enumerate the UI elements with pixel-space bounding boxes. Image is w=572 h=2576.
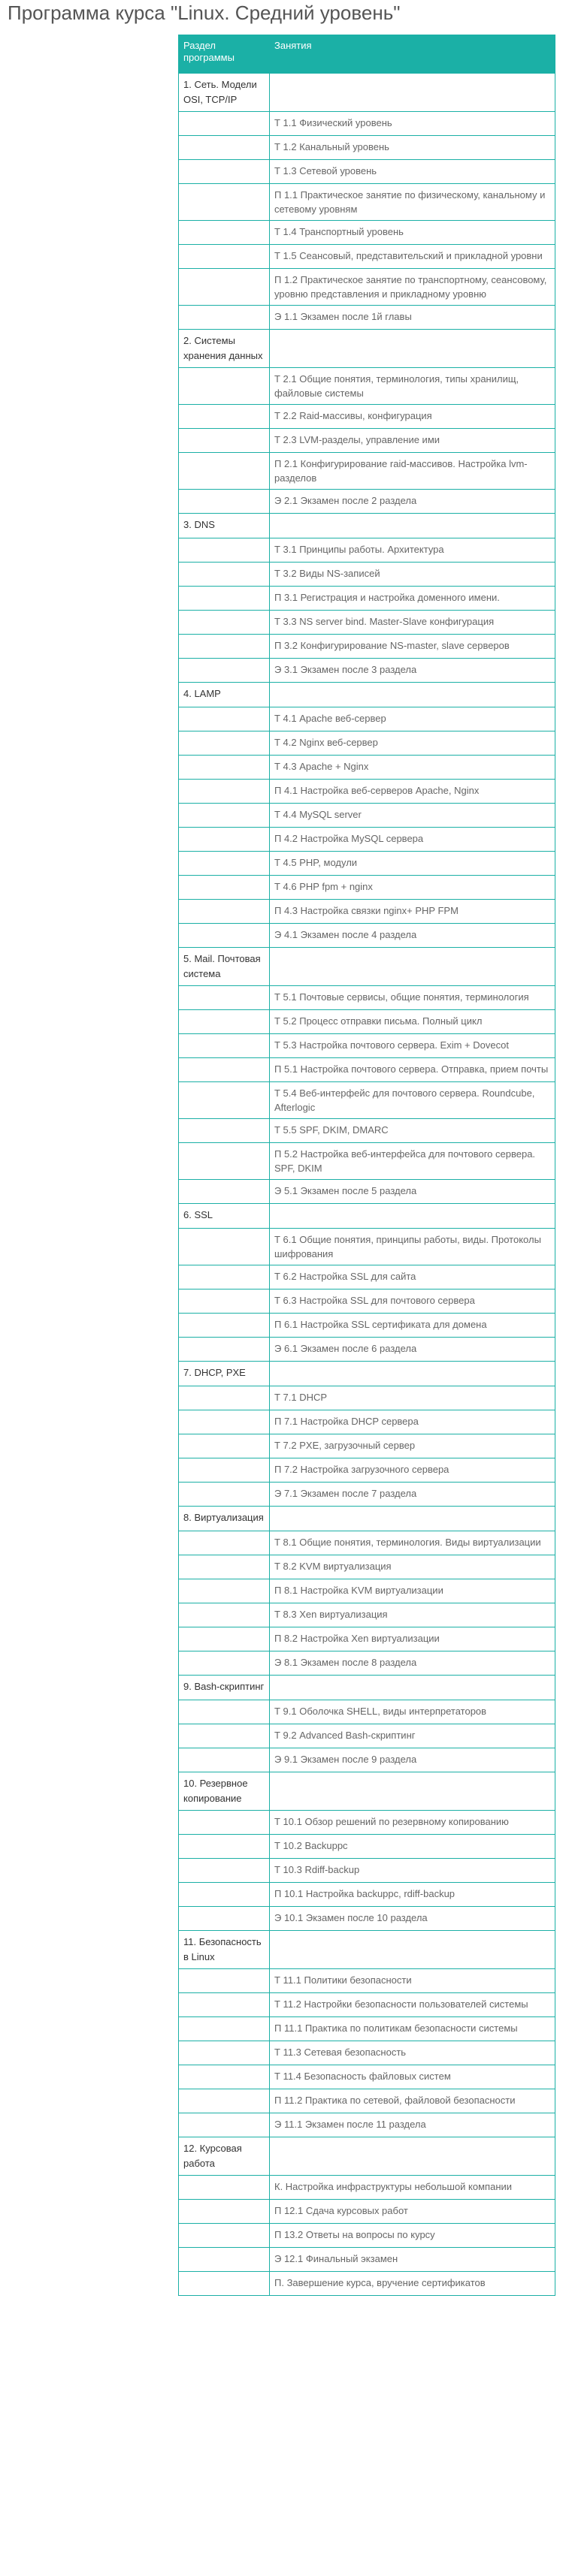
lesson-row bbox=[179, 1835, 555, 1859]
section-row bbox=[179, 948, 555, 986]
lesson-section-cell bbox=[179, 1555, 270, 1579]
lesson-row bbox=[179, 2089, 555, 2113]
lesson-section-cell bbox=[179, 1724, 270, 1748]
lesson-row bbox=[179, 1082, 555, 1119]
lesson-section-cell bbox=[179, 852, 270, 876]
lesson-row bbox=[179, 756, 555, 780]
section-name: 7. DHCP, PXE bbox=[179, 1362, 270, 1386]
lesson-row bbox=[179, 1993, 555, 2017]
section-lessons-cell bbox=[270, 683, 555, 707]
lesson-row bbox=[179, 1483, 555, 1507]
lesson-section-cell bbox=[179, 1603, 270, 1627]
lesson-section-cell bbox=[179, 1627, 270, 1651]
lesson-row bbox=[179, 221, 555, 245]
lesson-title: Э 8.1 Экзамен после 8 раздела bbox=[270, 1651, 555, 1676]
lesson-title: Т 7.2 PXE, загрузочный сервер bbox=[270, 1434, 555, 1458]
lesson-section-cell bbox=[179, 1835, 270, 1859]
lesson-row bbox=[179, 1651, 555, 1676]
section-row bbox=[179, 683, 555, 707]
lesson-section-cell bbox=[179, 1483, 270, 1507]
section-row bbox=[179, 1931, 555, 1969]
lesson-section-cell bbox=[179, 368, 270, 405]
lesson-row bbox=[179, 900, 555, 924]
lesson-row bbox=[179, 731, 555, 756]
lesson-row bbox=[179, 112, 555, 136]
lesson-row bbox=[179, 1555, 555, 1579]
lesson-title: Т 11.3 Сетевая безопасность bbox=[270, 2041, 555, 2065]
section-row bbox=[179, 330, 555, 368]
lesson-title: Т 2.2 Raid-массивы, конфигурация bbox=[270, 405, 555, 429]
lesson-section-cell bbox=[179, 2113, 270, 2137]
lesson-row bbox=[179, 635, 555, 659]
lesson-row bbox=[179, 2041, 555, 2065]
section-lessons-cell bbox=[270, 1362, 555, 1386]
lesson-title: Э 12.1 Финальный экзамен bbox=[270, 2248, 555, 2272]
lesson-title: Т 1.5 Сеансовый, представительский и прикладной уровни bbox=[270, 245, 555, 269]
section-lessons-cell bbox=[270, 1507, 555, 1531]
lesson-section-cell bbox=[179, 429, 270, 453]
lesson-title: Т 11.4 Безопасность файловых систем bbox=[270, 2065, 555, 2089]
lesson-section-cell bbox=[179, 2017, 270, 2041]
lesson-title: Т 5.1 Почтовые сервисы, общие понятия, терминология bbox=[270, 986, 555, 1010]
section-row bbox=[179, 74, 555, 112]
lesson-row bbox=[179, 1811, 555, 1835]
lesson-section-cell bbox=[179, 1811, 270, 1835]
lesson-section-cell bbox=[179, 2089, 270, 2113]
lesson-row bbox=[179, 924, 555, 948]
section-lessons-cell bbox=[270, 2137, 555, 2176]
lesson-title: П 7.2 Настройка загрузочного сервера bbox=[270, 1458, 555, 1483]
lesson-title: Т 2.3 LVM-разделы, управление ими bbox=[270, 429, 555, 453]
section-row bbox=[179, 1772, 555, 1811]
lesson-section-cell bbox=[179, 587, 270, 611]
lesson-section-cell bbox=[179, 221, 270, 245]
lesson-row bbox=[179, 1724, 555, 1748]
lesson-section-cell bbox=[179, 184, 270, 221]
lesson-section-cell bbox=[179, 828, 270, 852]
course-program-table bbox=[178, 35, 555, 2296]
lesson-title: Т 7.1 DHCP bbox=[270, 1386, 555, 1410]
lesson-row bbox=[179, 453, 555, 490]
lesson-title: Т 9.1 Оболочка SHELL, виды интерпретаторов bbox=[270, 1700, 555, 1724]
lesson-title: Т 8.2 KVM виртуализация bbox=[270, 1555, 555, 1579]
lesson-section-cell bbox=[179, 538, 270, 563]
lesson-title: Т 4.5 PHP, модули bbox=[270, 852, 555, 876]
lesson-section-cell bbox=[179, 1969, 270, 1993]
lesson-row bbox=[179, 1338, 555, 1362]
lesson-row bbox=[179, 1579, 555, 1603]
lesson-row bbox=[179, 538, 555, 563]
lesson-row bbox=[179, 986, 555, 1010]
lesson-title: П 6.1 Настройка SSL сертификата для домена bbox=[270, 1314, 555, 1338]
lesson-row bbox=[179, 1458, 555, 1483]
lesson-row bbox=[179, 2113, 555, 2137]
lesson-section-cell bbox=[179, 1265, 270, 1290]
lesson-row bbox=[179, 1627, 555, 1651]
lesson-row bbox=[179, 2017, 555, 2041]
section-name: 10. Резервное копирование bbox=[179, 1772, 270, 1811]
section-name: 4. LAMP bbox=[179, 683, 270, 707]
section-lessons-cell bbox=[270, 1772, 555, 1811]
lesson-row bbox=[179, 1969, 555, 1993]
lesson-title: П 8.2 Настройка Xen виртуализации bbox=[270, 1627, 555, 1651]
lesson-title: П 10.1 Настройка backuppc, rdiff-backup bbox=[270, 1883, 555, 1907]
lesson-title: П 3.1 Регистрация и настройка доменного имени. bbox=[270, 587, 555, 611]
lesson-title: Т 11.1 Политики безопасности bbox=[270, 1969, 555, 1993]
lesson-row bbox=[179, 245, 555, 269]
lesson-section-cell bbox=[179, 1386, 270, 1410]
lesson-section-cell bbox=[179, 1229, 270, 1265]
lesson-section-cell bbox=[179, 306, 270, 330]
section-row bbox=[179, 2137, 555, 2176]
lesson-title: П 1.2 Практическое занятие по транспортному, сеансовому, уровню представления и прикладному уровню bbox=[270, 269, 555, 306]
section-name: 8. Виртуализация bbox=[179, 1507, 270, 1531]
lesson-section-cell bbox=[179, 1993, 270, 2017]
lesson-title: Т 8.3 Xen виртуализация bbox=[270, 1603, 555, 1627]
lesson-row bbox=[179, 368, 555, 405]
lesson-row bbox=[179, 160, 555, 184]
lesson-title: П 3.2 Конфигурирование NS-master, slave серверов bbox=[270, 635, 555, 659]
lesson-section-cell bbox=[179, 1180, 270, 1204]
lesson-row bbox=[179, 1907, 555, 1931]
lesson-row bbox=[179, 1883, 555, 1907]
lesson-row bbox=[179, 2176, 555, 2200]
lesson-section-cell bbox=[179, 611, 270, 635]
lesson-title: П 13.2 Ответы на вопросы по курсу bbox=[270, 2224, 555, 2248]
section-lessons-cell bbox=[270, 1931, 555, 1969]
lesson-section-cell bbox=[179, 986, 270, 1010]
lesson-row bbox=[179, 707, 555, 731]
header-lessons: Занятия bbox=[270, 35, 555, 74]
lesson-title: Т 10.3 Rdiff-backup bbox=[270, 1859, 555, 1883]
section-name: 2. Системы хранения данных bbox=[179, 330, 270, 368]
section-name: 3. DNS bbox=[179, 514, 270, 538]
lesson-row bbox=[179, 2272, 555, 2296]
section-name: 9. Bash-скриптинг bbox=[179, 1676, 270, 1700]
lesson-row bbox=[179, 2065, 555, 2089]
lesson-title: Т 6.3 Настройка SSL для почтового сервера bbox=[270, 1290, 555, 1314]
lesson-title: Т 1.1 Физический уровень bbox=[270, 112, 555, 136]
lesson-title: Т 2.1 Общие понятия, терминология, типы хранилищ, файловые системы bbox=[270, 368, 555, 405]
lesson-title: К. Настройка инфраструктуры небольшой компании bbox=[270, 2176, 555, 2200]
lesson-title: Т 11.2 Настройки безопасности пользователей системы bbox=[270, 1993, 555, 2017]
section-name: 6. SSL bbox=[179, 1204, 270, 1229]
lesson-title: Т 6.1 Общие понятия, принципы работы, виды. Протоколы шифрования bbox=[270, 1229, 555, 1265]
lesson-row bbox=[179, 563, 555, 587]
lesson-title: Э 6.1 Экзамен после 6 раздела bbox=[270, 1338, 555, 1362]
lesson-title: Э 3.1 Экзамен после 3 раздела bbox=[270, 659, 555, 683]
lesson-section-cell bbox=[179, 731, 270, 756]
section-name: 12. Курсовая работа bbox=[179, 2137, 270, 2176]
lesson-section-cell bbox=[179, 756, 270, 780]
lesson-section-cell bbox=[179, 2065, 270, 2089]
lesson-title: Т 4.6 PHP fpm + nginx bbox=[270, 876, 555, 900]
lesson-row bbox=[179, 611, 555, 635]
lesson-row bbox=[179, 1603, 555, 1627]
lesson-section-cell bbox=[179, 1034, 270, 1058]
lesson-section-cell bbox=[179, 1082, 270, 1119]
lesson-section-cell bbox=[179, 804, 270, 828]
lesson-row bbox=[179, 184, 555, 221]
lesson-row bbox=[179, 2248, 555, 2272]
lesson-title: Э 2.1 Экзамен после 2 раздела bbox=[270, 490, 555, 514]
section-name: 1. Сеть. Модели OSI, TCP/IP bbox=[179, 74, 270, 112]
lesson-row bbox=[179, 1410, 555, 1434]
table-body bbox=[179, 74, 555, 2296]
lesson-title: П 11.2 Практика по сетевой, файловой безопасности bbox=[270, 2089, 555, 2113]
lesson-title: Т 4.1 Apache веб-сервер bbox=[270, 707, 555, 731]
lesson-row bbox=[179, 852, 555, 876]
lesson-section-cell bbox=[179, 1700, 270, 1724]
lesson-title: Т 1.4 Транспортный уровень bbox=[270, 221, 555, 245]
lesson-row bbox=[179, 780, 555, 804]
lesson-title: Э 5.1 Экзамен после 5 раздела bbox=[270, 1180, 555, 1204]
lesson-section-cell bbox=[179, 1458, 270, 1483]
section-lessons-cell bbox=[270, 948, 555, 986]
lesson-section-cell bbox=[179, 1434, 270, 1458]
lesson-title: Т 1.2 Канальный уровень bbox=[270, 136, 555, 160]
lesson-row bbox=[179, 828, 555, 852]
lesson-title: П 12.1 Сдача курсовых работ bbox=[270, 2200, 555, 2224]
lesson-title: П 8.1 Настройка KVM виртуализации bbox=[270, 1579, 555, 1603]
lesson-section-cell bbox=[179, 1531, 270, 1555]
lesson-section-cell bbox=[179, 635, 270, 659]
lesson-row bbox=[179, 136, 555, 160]
lesson-row bbox=[179, 876, 555, 900]
lesson-row bbox=[179, 1531, 555, 1555]
lesson-title: Т 4.2 Nginx веб-сервер bbox=[270, 731, 555, 756]
lesson-title: Э 7.1 Экзамен после 7 раздела bbox=[270, 1483, 555, 1507]
lesson-title: Т 4.4 MySQL server bbox=[270, 804, 555, 828]
lesson-title: Э 11.1 Экзамен после 11 раздела bbox=[270, 2113, 555, 2137]
lesson-title: Т 5.3 Настройка почтового сервера. Exim + Dovecot bbox=[270, 1034, 555, 1058]
section-lessons-cell bbox=[270, 514, 555, 538]
lesson-section-cell bbox=[179, 780, 270, 804]
lesson-row bbox=[179, 2224, 555, 2248]
lesson-section-cell bbox=[179, 1579, 270, 1603]
header-section: Раздел программы bbox=[179, 35, 270, 74]
table-header-row bbox=[179, 35, 555, 74]
lesson-row bbox=[179, 306, 555, 330]
lesson-row bbox=[179, 1859, 555, 1883]
lesson-title: Э 1.1 Экзамен после 1й главы bbox=[270, 306, 555, 330]
lesson-title: Т 10.2 Backuppc bbox=[270, 1835, 555, 1859]
lesson-title: П. Завершение курса, вручение сертификатов bbox=[270, 2272, 555, 2296]
section-lessons-cell bbox=[270, 1676, 555, 1700]
lesson-title: Т 5.4 Веб-интерфейс для почтового сервера. Roundcube, Afterlogic bbox=[270, 1082, 555, 1119]
lesson-row bbox=[179, 804, 555, 828]
lesson-title: Т 4.3 Apache + Nginx bbox=[270, 756, 555, 780]
lesson-title: Т 6.2 Настройка SSL для сайта bbox=[270, 1265, 555, 1290]
lesson-row bbox=[179, 1265, 555, 1290]
lesson-row bbox=[179, 1058, 555, 1082]
lesson-section-cell bbox=[179, 2176, 270, 2200]
lesson-section-cell bbox=[179, 269, 270, 306]
lesson-title: П 1.1 Практическое занятие по физическому, канальному и сетевому уровням bbox=[270, 184, 555, 221]
lesson-section-cell bbox=[179, 659, 270, 683]
lesson-row bbox=[179, 1386, 555, 1410]
lesson-title: Т 3.3 NS server bind. Master-Slave конфигурация bbox=[270, 611, 555, 635]
lesson-row bbox=[179, 1180, 555, 1204]
section-row bbox=[179, 1362, 555, 1386]
lesson-row bbox=[179, 1119, 555, 1143]
lesson-section-cell bbox=[179, 2200, 270, 2224]
lesson-title: Т 5.5 SPF, DKIM, DMARC bbox=[270, 1119, 555, 1143]
lesson-section-cell bbox=[179, 136, 270, 160]
lesson-section-cell bbox=[179, 563, 270, 587]
lesson-section-cell bbox=[179, 1651, 270, 1676]
lesson-section-cell bbox=[179, 1290, 270, 1314]
section-row bbox=[179, 1676, 555, 1700]
section-name: 5. Mail. Почтовая система bbox=[179, 948, 270, 986]
section-lessons-cell bbox=[270, 1204, 555, 1229]
lesson-row bbox=[179, 1314, 555, 1338]
lesson-section-cell bbox=[179, 1058, 270, 1082]
lesson-row bbox=[179, 587, 555, 611]
lesson-section-cell bbox=[179, 1907, 270, 1931]
lesson-section-cell bbox=[179, 924, 270, 948]
lesson-section-cell bbox=[179, 876, 270, 900]
lesson-row bbox=[179, 1290, 555, 1314]
lesson-row bbox=[179, 1034, 555, 1058]
section-lessons-cell bbox=[270, 330, 555, 368]
section-row bbox=[179, 1204, 555, 1229]
lesson-section-cell bbox=[179, 160, 270, 184]
lesson-section-cell bbox=[179, 2041, 270, 2065]
lesson-title: Т 5.2 Процесс отправки письма. Полный цикл bbox=[270, 1010, 555, 1034]
section-name: 11. Безопасность в Linux bbox=[179, 1931, 270, 1969]
lesson-section-cell bbox=[179, 1859, 270, 1883]
lesson-row bbox=[179, 1748, 555, 1772]
lesson-section-cell bbox=[179, 707, 270, 731]
lesson-section-cell bbox=[179, 1010, 270, 1034]
section-row bbox=[179, 1507, 555, 1531]
lesson-row bbox=[179, 405, 555, 429]
lesson-section-cell bbox=[179, 490, 270, 514]
lesson-section-cell bbox=[179, 1119, 270, 1143]
lesson-title: Т 3.1 Принципы работы. Архитектура bbox=[270, 538, 555, 563]
lesson-title: П 5.2 Настройка веб-интерфейса для почтового сервера. SPF, DKIM bbox=[270, 1143, 555, 1180]
lesson-title: Э 10.1 Экзамен после 10 раздела bbox=[270, 1907, 555, 1931]
lesson-row bbox=[179, 659, 555, 683]
lesson-title: Т 1.3 Сетевой уровень bbox=[270, 160, 555, 184]
lesson-section-cell bbox=[179, 2248, 270, 2272]
lesson-title: П 7.1 Настройка DHCP сервера bbox=[270, 1410, 555, 1434]
lesson-title: Э 4.1 Экзамен после 4 раздела bbox=[270, 924, 555, 948]
lesson-row bbox=[179, 1434, 555, 1458]
lesson-section-cell bbox=[179, 900, 270, 924]
lesson-section-cell bbox=[179, 1338, 270, 1362]
lesson-section-cell bbox=[179, 112, 270, 136]
lesson-title: П 4.1 Настройка веб-серверов Apache, Nginx bbox=[270, 780, 555, 804]
lesson-title: П 2.1 Конфигурирование raid-массивов. Настройка lvm-разделов bbox=[270, 453, 555, 490]
lesson-row bbox=[179, 1143, 555, 1180]
lesson-section-cell bbox=[179, 1143, 270, 1180]
lesson-row bbox=[179, 269, 555, 306]
lesson-section-cell bbox=[179, 2224, 270, 2248]
lesson-title: Т 10.1 Обзор решений по резервному копированию bbox=[270, 1811, 555, 1835]
page-title: Программа курса "Linux. Средний уровень" bbox=[8, 2, 401, 24]
lesson-section-cell bbox=[179, 1748, 270, 1772]
lesson-section-cell bbox=[179, 1883, 270, 1907]
lesson-title: Э 9.1 Экзамен после 9 раздела bbox=[270, 1748, 555, 1772]
section-row bbox=[179, 514, 555, 538]
lesson-row bbox=[179, 1010, 555, 1034]
lesson-title: П 11.1 Практика по политикам безопасности системы bbox=[270, 2017, 555, 2041]
lesson-title: Т 9.2 Advanced Bash-скриптинг bbox=[270, 1724, 555, 1748]
lesson-section-cell bbox=[179, 1314, 270, 1338]
lesson-title: Т 8.1 Общие понятия, терминология. Виды виртуализации bbox=[270, 1531, 555, 1555]
lesson-title: П 5.1 Настройка почтового сервера. Отправка, прием почты bbox=[270, 1058, 555, 1082]
lesson-section-cell bbox=[179, 453, 270, 490]
lesson-row bbox=[179, 429, 555, 453]
lesson-row bbox=[179, 490, 555, 514]
lesson-row bbox=[179, 1229, 555, 1265]
lesson-section-cell bbox=[179, 1410, 270, 1434]
section-lessons-cell bbox=[270, 74, 555, 112]
lesson-row bbox=[179, 2200, 555, 2224]
lesson-section-cell bbox=[179, 405, 270, 429]
lesson-section-cell bbox=[179, 2272, 270, 2296]
lesson-section-cell bbox=[179, 245, 270, 269]
lesson-title: П 4.2 Настройка MySQL сервера bbox=[270, 828, 555, 852]
lesson-title: П 4.3 Настройка связки nginx+ PHP FPM bbox=[270, 900, 555, 924]
lesson-row bbox=[179, 1700, 555, 1724]
lesson-title: Т 3.2 Виды NS-записей bbox=[270, 563, 555, 587]
